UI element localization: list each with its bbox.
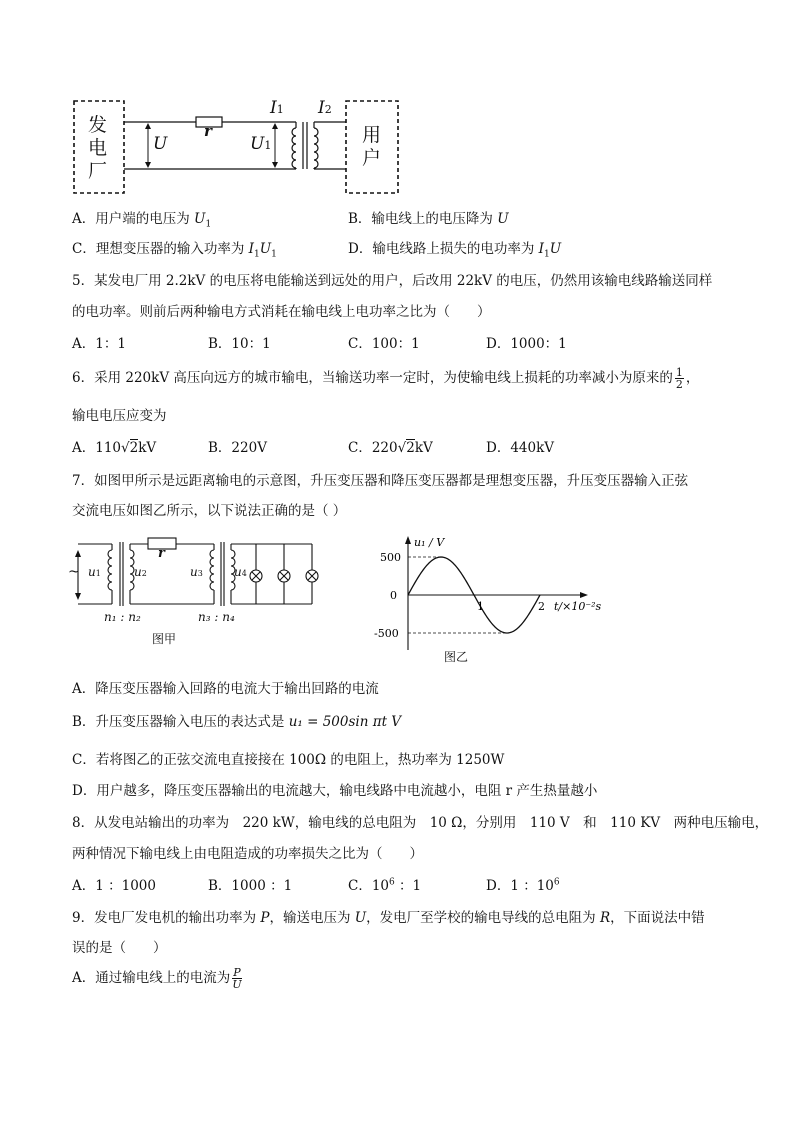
jia-u3-sub: 3 xyxy=(197,569,203,578)
jia-u3-label xyxy=(190,565,203,579)
current-I2-label xyxy=(318,98,332,118)
q8-option-c-tail: ：1 xyxy=(394,878,422,894)
figure-yi-svg xyxy=(368,532,618,666)
q4-option-a-text: A．用户端的电压为 xyxy=(72,211,195,227)
q4-option-d-text: D．输电线路上损失的电功率为 xyxy=(348,241,539,257)
q8-stem-line1: 8．从发电站输出的功率为 220 kW，输电线的总电阻为 10 Ω，分别用 110 V 和 110 KV 两种电压输电， xyxy=(72,815,769,831)
q4-option-c-sub: 1 xyxy=(253,249,260,260)
q6-fraction xyxy=(675,367,684,390)
sqrt-icon: √ xyxy=(121,440,130,456)
voltage-U1-sub: 1 xyxy=(264,139,272,152)
q5-option-b[interactable]: B．10：1 xyxy=(208,336,271,352)
current-I1-sub: 1 xyxy=(276,103,284,116)
voltage-U-label: U xyxy=(153,134,168,154)
q4-option-a[interactable] xyxy=(72,207,211,230)
q7-stem-line2: 交流电压如图乙所示，以下说法正确的是（ ） xyxy=(72,503,347,519)
q7-option-b-formula: u₁ = 500sin πt V xyxy=(288,714,402,730)
figure-yi xyxy=(368,532,618,666)
jia-u4-var: u xyxy=(234,565,242,579)
power-plant-label xyxy=(88,114,107,183)
jia-ratio1: n₁ : n₂ xyxy=(104,610,141,624)
q8-option-b[interactable]: B．1000 ：1 xyxy=(208,878,293,894)
jia-u1-var: u xyxy=(88,565,96,579)
q4-option-d-var2: U xyxy=(549,241,562,257)
q9-text-d: ，下面说法中错 xyxy=(610,910,705,926)
jia-u1-sub: 1 xyxy=(95,569,101,578)
q7-option-a[interactable]: A．降压变压器输入回路的电流大于输出回路的电流 xyxy=(72,681,379,697)
q4-option-c-var2: U xyxy=(259,241,272,257)
user-char: 用 xyxy=(362,124,382,146)
user-char: 户 xyxy=(362,147,382,169)
user-label xyxy=(362,124,381,170)
q6-option-c-radicand: 2 xyxy=(406,440,415,456)
q5-stem-line1: 5．某发电厂用 2.2kV 的电压将电能输送到远处的用户，后改用 22kV 的电压，仍然用该输电线路输送同样 xyxy=(72,273,713,289)
q9-option-a-fraction xyxy=(232,967,241,990)
jia-u4-sub: 4 xyxy=(241,569,247,578)
q6-option-a[interactable] xyxy=(72,436,156,456)
q4-option-d-sub: 1 xyxy=(543,249,550,260)
q9-var-R: R xyxy=(599,910,611,926)
q7-stem-line1: 7．如图甲所示是远距离输电的示意图，升压变压器和降压变压器都是理想变压器，升压变压器输入正弦 xyxy=(72,473,689,489)
resistor-label: r xyxy=(204,122,212,140)
current-I1-var: I xyxy=(270,98,277,118)
jia-caption: 图甲 xyxy=(152,632,177,646)
q8-option-c[interactable] xyxy=(348,874,421,894)
q6-option-a-unit: kV xyxy=(138,440,157,456)
voltage-U1-label xyxy=(250,134,271,154)
q9-text-c: ，发电厂至学校的输电导线的总电阻为 xyxy=(366,910,600,926)
q8-option-d-sup: 6 xyxy=(553,877,560,888)
q7-option-b-text: B．升压变压器输入电压的表达式是 xyxy=(72,714,289,730)
q9-var-P: P xyxy=(260,910,270,926)
q4-option-b-text: B．输电线上的电压降为 xyxy=(348,211,498,227)
q6-option-a-text: A．110 xyxy=(72,440,122,456)
q9-text-a: 9．发电厂发电机的输出功率为 xyxy=(72,910,261,926)
power-plant-char: 发 xyxy=(88,114,108,136)
q9-text-b: ，输送电压为 xyxy=(269,910,355,926)
q4-option-c[interactable] xyxy=(72,237,277,260)
q6-option-c-text: C．220 xyxy=(348,440,398,456)
q8-option-a[interactable]: A．1 ：1000 xyxy=(72,878,156,894)
jia-u3-var: u xyxy=(190,565,198,579)
q6-fraction-den: 2 xyxy=(675,378,683,391)
q5-option-d[interactable]: D．1000：1 xyxy=(486,336,567,352)
ac-source-icon: ~ xyxy=(68,564,80,580)
q8-stem-line2: 两种情况下输电线上由电阻造成的功率损失之比为（ ） xyxy=(72,846,423,862)
current-I2-var: I xyxy=(318,98,325,118)
q6-fraction-num: 1 xyxy=(675,366,683,379)
figure-jia-svg xyxy=(68,532,328,652)
jia-u2-var: u xyxy=(134,565,142,579)
x-tick-2: 2 xyxy=(538,600,545,613)
q4-option-c-sub2: 1 xyxy=(271,249,277,260)
jia-u1-label xyxy=(88,565,101,579)
x-tick-1: 1 xyxy=(477,600,484,613)
q7-option-d[interactable]: D．用户越多，降压变压器输出的电流越大，输电线路中电流越小，电阻 r 产生热量越小 xyxy=(72,783,598,799)
current-I1-label xyxy=(270,98,284,118)
q9-stem-line1 xyxy=(72,906,705,926)
q5-option-c[interactable]: C．100：1 xyxy=(348,336,420,352)
q4-option-d-var: I xyxy=(538,241,544,257)
jia-resistor-label: r xyxy=(158,546,165,561)
q8-option-d-text: D．1 ：10 xyxy=(486,878,554,894)
q6-stem-line1 xyxy=(72,366,699,390)
q6-stem-text: 6．采用 220kV 高压向远方的城市输电，当输送功率一定时，为使输电线上损耗的功率减小为原来的 xyxy=(72,370,673,386)
q9-option-a[interactable] xyxy=(72,966,244,990)
y-tick-0: 0 xyxy=(390,589,397,602)
q5-option-a[interactable]: A．1：1 xyxy=(72,336,126,352)
sqrt-icon: √ xyxy=(397,440,407,456)
jia-u2-label xyxy=(134,565,147,579)
yi-caption: 图乙 xyxy=(444,650,469,664)
power-plant-char: 电 xyxy=(88,137,108,159)
lamp-icon xyxy=(250,570,318,582)
y-tick-500: 500 xyxy=(380,551,401,564)
q6-option-c-unit: kV xyxy=(414,440,433,456)
current-I2-sub: 2 xyxy=(324,103,332,116)
y-tick-neg500: -500 xyxy=(374,627,399,640)
q5-stem-line2: 的电功率。则前后两种输电方式消耗在输电线上电功率之比为（ ） xyxy=(72,304,491,320)
jia-ratio2: n₃ : n₄ xyxy=(198,610,235,624)
figure-jia xyxy=(68,532,328,652)
q9-var-U: U xyxy=(354,910,367,926)
y-axis-label: u₁ / V xyxy=(414,536,445,549)
q8-option-d[interactable] xyxy=(486,874,560,894)
q9-stem-line2: 误的是（ ） xyxy=(72,940,167,956)
q6-option-c[interactable] xyxy=(348,436,433,456)
q7-option-c[interactable]: C．若将图乙的正弦交流电直接接在 100Ω 的电阻上，热功率为 1250W xyxy=(72,752,505,768)
q6-stem-end: ， xyxy=(685,370,700,386)
q9-option-a-text: A．通过输电线上的电流为 xyxy=(72,970,231,986)
voltage-U1-var: U xyxy=(250,134,265,154)
q6-option-a-radicand: 2 xyxy=(129,440,139,456)
q6-option-b[interactable]: B．220V xyxy=(208,440,267,456)
q9-fraction-den: U xyxy=(232,978,242,991)
figure-power-transmission-svg xyxy=(70,96,400,198)
q4-option-a-sub: 1 xyxy=(205,219,212,230)
q8-option-c-text: C．10 xyxy=(348,878,390,894)
q6-stem-line2: 输电电压应变为 xyxy=(72,408,167,424)
q9-fraction-num: P xyxy=(233,966,241,979)
q6-option-d[interactable]: D．440kV xyxy=(486,440,555,456)
figure-power-transmission xyxy=(70,96,400,198)
x-axis-label: t/×10⁻²s xyxy=(554,600,602,613)
q4-option-b-var: U xyxy=(497,211,509,227)
q4-option-a-var: U xyxy=(194,211,206,227)
jia-u2-sub: 2 xyxy=(141,569,147,578)
q7-option-b[interactable] xyxy=(72,710,401,730)
q4-option-c-text: C．理想变压器的输入功率为 xyxy=(72,241,249,257)
q4-option-d[interactable] xyxy=(348,237,561,260)
jia-u4-label xyxy=(234,565,247,579)
q4-option-b[interactable] xyxy=(348,207,509,227)
q8-option-c-sup: 6 xyxy=(389,877,395,888)
q4-option-c-var: I xyxy=(248,241,254,257)
power-plant-char: 厂 xyxy=(88,160,108,182)
